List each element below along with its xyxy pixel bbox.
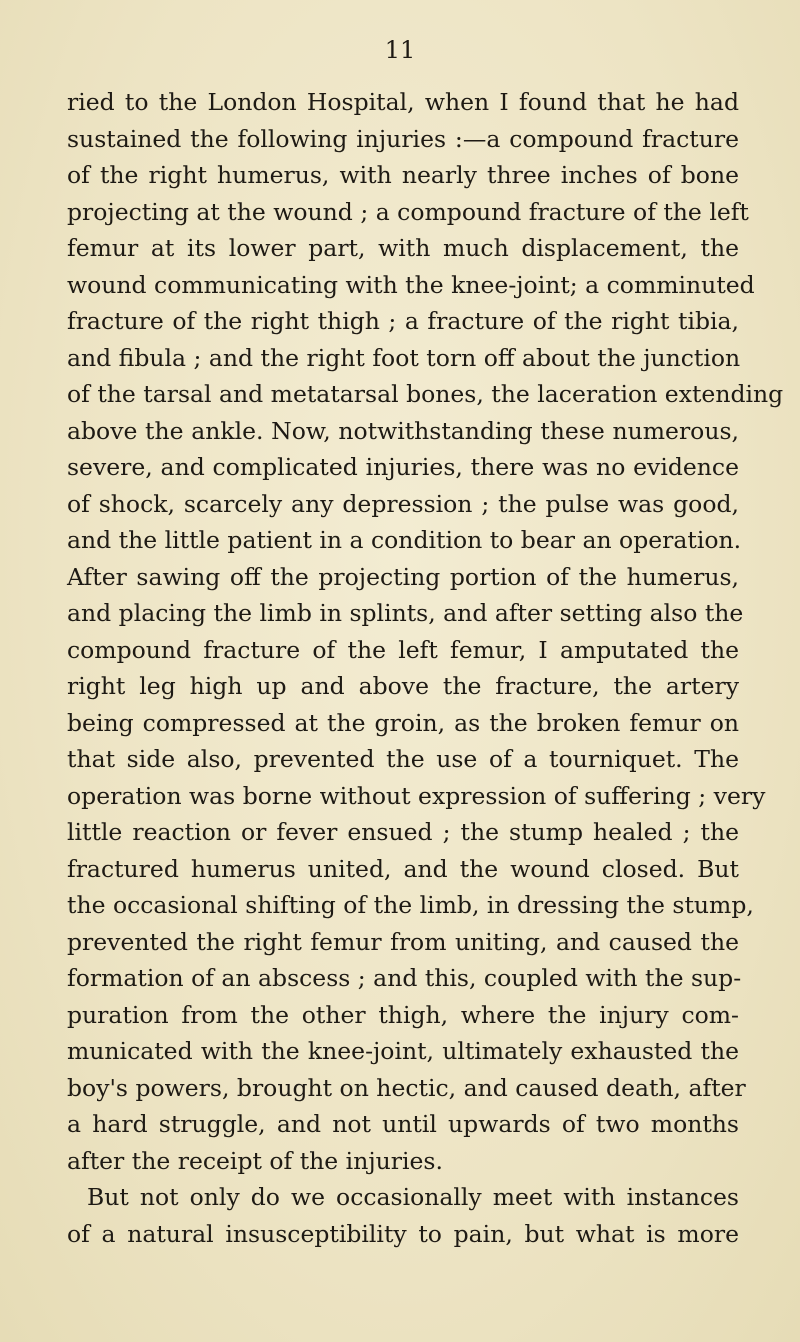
text-line: prevented the right femur from uniting, and caused the — [67, 927, 739, 956]
text-line: right leg high up and above the fracture, the artery — [67, 672, 739, 700]
text-line: of the right humerus, with nearly three inches of bone — [67, 161, 739, 189]
text-line: of a natural insusceptibility to pain, but what is more — [67, 1219, 739, 1248]
text-line: that side also, prevented the use of a tourniquet. The — [67, 745, 739, 773]
body-text — [67, 84, 784, 1252]
page-number: 11 — [384, 36, 416, 64]
text-line: severe, and complicated injuries, there was no evidence — [67, 453, 739, 481]
text-line: boy's powers, brought on hectic, and caused death, after — [67, 1073, 746, 1102]
text-line: of shock, scarcely any depression ; the pulse was good, — [67, 489, 739, 518]
text-line: being compressed at the groin, as the broken femur on — [67, 708, 739, 737]
text-line: sustained the following injuries :—a compound fracture — [67, 124, 739, 153]
text-line: compound fracture of the left femur, I amputated the — [67, 635, 739, 664]
text-line: puration from the other thigh, where the injury com- — [67, 1000, 739, 1029]
text-line: fractured humerus united, and the wound closed. But — [67, 854, 739, 883]
text-line: femur at its lower part, with much displacement, the — [67, 234, 739, 262]
text-line: above the ankle. Now, notwithstanding these numerous, — [67, 416, 739, 445]
text-line: But not only do we occasionally meet with instances — [87, 1183, 739, 1211]
text-line: formation of an abscess ; and this, coupled with the sup- — [67, 964, 742, 992]
text-line: municated with the knee-joint, ultimately exhausted the — [67, 1037, 739, 1065]
text-line: wound communicating with the knee-joint; a comminuted — [67, 270, 755, 299]
text-line: after the receipt of the injuries. — [67, 1146, 443, 1175]
text-line: ried to the London Hospital, when I found that he had — [67, 88, 739, 116]
text-line: fracture of the right thigh ; a fracture of the right tibia, — [67, 307, 739, 335]
text-line: After sawing off the projecting portion of the humerus, — [67, 562, 739, 591]
text-line: of the tarsal and metatarsal bones, the laceration extending — [67, 380, 784, 408]
text-line: operation was borne without expression of suffering ; very — [67, 781, 766, 810]
text-line: and placing the limb in splints, and after setting also the — [67, 599, 744, 627]
text-line: and the little patient in a condition to bear an operation. — [67, 526, 742, 554]
text-line: projecting at the wound ; a compound fracture of the left — [67, 197, 749, 226]
text-line: the occasional shifting of the limb, in dressing the stump, — [67, 891, 754, 919]
text-line: and fibula ; and the right foot torn off about the junction — [67, 343, 741, 372]
text-line: little reaction or fever ensued ; the stump healed ; the — [67, 818, 739, 846]
text-line: a hard struggle, and not until upwards of two months — [67, 1110, 739, 1138]
